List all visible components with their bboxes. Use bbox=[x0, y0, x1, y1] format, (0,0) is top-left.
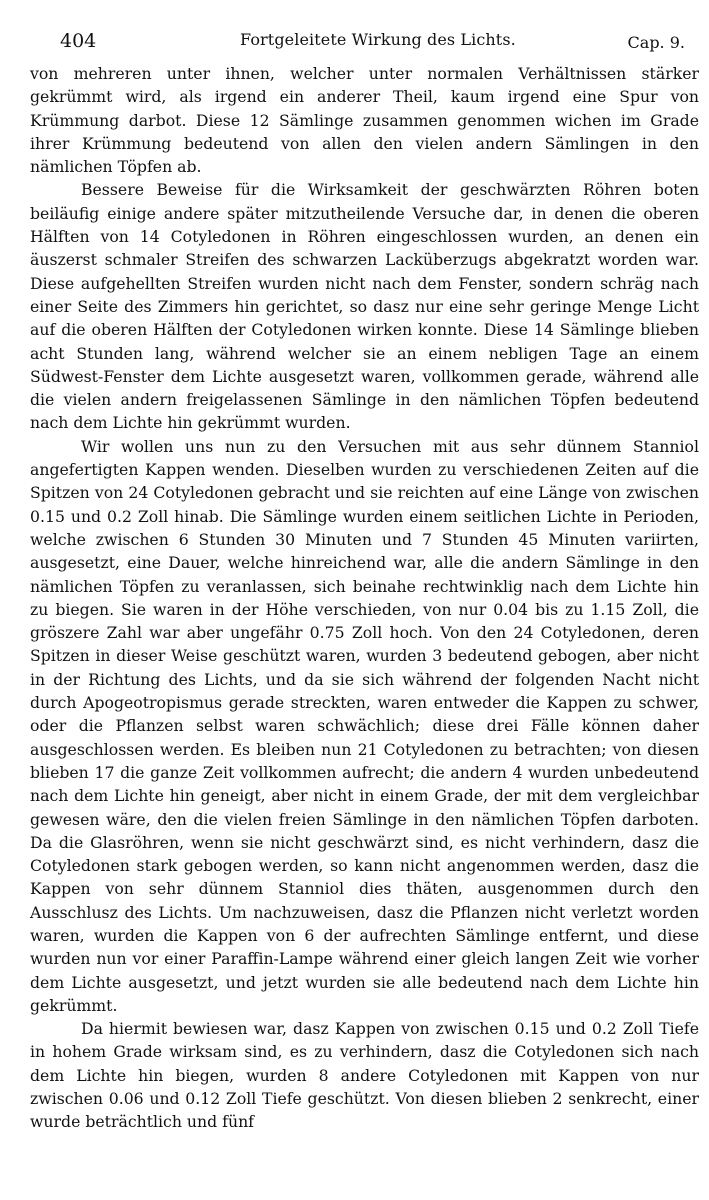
paragraph-shorter-caps: Da hiermit bewiesen war, dasz Kappen von zwischen 0.15 und 0.2 Zoll Tiefe in hohem Grade wirksam sind, es zu verhindern, dasz die Cotyledonen sich nach dem Lichte hin biegen, wurden 8 andere Cotyledonen mit Kappen von nur zwischen 0.06 und 0.12 Zoll Tiefe geschützt. Von diesen blieben 2 senkrecht, einer wurde beträchtlich und fünf bbox=[30, 1019, 699, 1132]
paragraph-continued: von mehreren unter ihnen, welcher unter normalen Verhältnissen stärker gekrümmt wird, als irgend ein anderer Theil, kaum irgend eine Spur von Krümmung darbot. Diese 12 Sämlinge zusammen genommen wichen im Grade ihrer Krümmung bedeutend von allen den vielen andern Sämlingen in den nämlichen Töpfen ab. bbox=[30, 64, 699, 177]
paragraph-tinfoil-caps: Wir wollen uns nun zu den Versuchen mit aus sehr dünnem Stanniol angefertigten Kappen wenden. Dieselben wurden zu verschiedenen Zeiten auf die Spitzen von 24 Cotyledonen gebracht und sie reichten auf eine Länge von zwischen 0.15 und 0.2 Zoll hinab. Die Sämlinge wurden einem seitlichen Lichte in Perioden, welche zwischen 6 Stunden 30 Minuten und 7 Stunden 45 Minuten variirten, ausgesetzt, eine Dauer, welche hinreichend war, alle die andern Sämlinge in den nämlichen Töpfen zu veranlassen, sich beinahe rechtwinklig nach dem Lichte hin zu biegen. Sie waren in der Höhe verschieden, von nur 0.04 bis zu 1.15 Zoll, die gröszere Zahl war aber ungefähr 0.75 Zoll hoch. Von den 24 Cotyledonen, deren Spitzen in dieser Weise geschützt waren, wurden 3 bedeutend gebogen, aber nicht in der Richtung des Lichts, und da sie sich während der folgenden Nacht nicht durch Apogeotropismus gerade streckten, waren entweder die Kappen zu schwer, oder die Pflanzen selbst waren schwächlich; diese drei Fälle können daher ausgeschlossen werden. Es bleiben nun 21 Cotyledonen zu betrachten; von diesen blieben 17 die ganze Zeit vollkommen aufrecht; die andern 4 wurden unbedeutend nach dem Lichte hin geneigt, aber nicht in einem Grade, der mit dem vergleichbar gewesen wäre, den die vielen freien Sämlinge in den nämlichen Töpfen darboten. Da die Glasröhren, wenn sie nicht geschwärzt sind, es nicht verhindern, dasz die Cotyledonen stark gebogen werden, so kann nicht angenommen werden, dasz die Kappen von sehr dünnem Stanniol dies thäten, ausgenommen durch den Ausschlusz des Lichts. Um nachzuweisen, dasz die Pflanzen nicht verletzt worden waren, wurden die Kappen von 6 der aufrechten Sämlinge entfernt, und diese wurden nun vor einer Paraffin-Lampe während einer gleich langen Zeit wie vorher dem Lichte ausgesetzt, und jetzt wurden sie alle bedeutend nach dem Lichte hin gekrümmt. bbox=[30, 436, 699, 1015]
body-text bbox=[30, 62, 699, 1134]
running-header bbox=[30, 0, 699, 62]
page-number: 404 bbox=[60, 30, 97, 52]
chapter-label: Cap. 9. bbox=[627, 33, 685, 52]
paragraph-blackened-tubes: Bessere Beweise für die Wirksamkeit der geschwärzten Röhren boten beiläufig einige andere später mitzutheilende Versuche dar, in denen die oberen Hälften von 14 Cotyledonen in Röhren eingeschlossen wurden, an denen ein äuszerst schmaler Streifen des schwarzen Lacküberzugs abgekratzt worden war. Diese aufgehellten Streifen wurden nicht nach dem Fenster, sondern schräg nach einer Seite des Zimmers hin gerichtet, so dasz nur eine sehr geringe Menge Licht auf die oberen Hälften der Cotyledonen wirken konnte. Diese 14 Sämlinge blieben acht Stunden lang, während welcher sie an einem nebligen Tage an einem Südwest-Fenster dem Lichte ausgesetzt waren, vollkommen gerade, während alle die vielen andern freigelassenen Sämlinge in den nämlichen Töpfen bedeutend nach dem Lichte hin gekrümmt wurden. bbox=[30, 180, 699, 433]
running-title: Fortgeleitete Wirkung des Lichts. bbox=[240, 30, 516, 49]
